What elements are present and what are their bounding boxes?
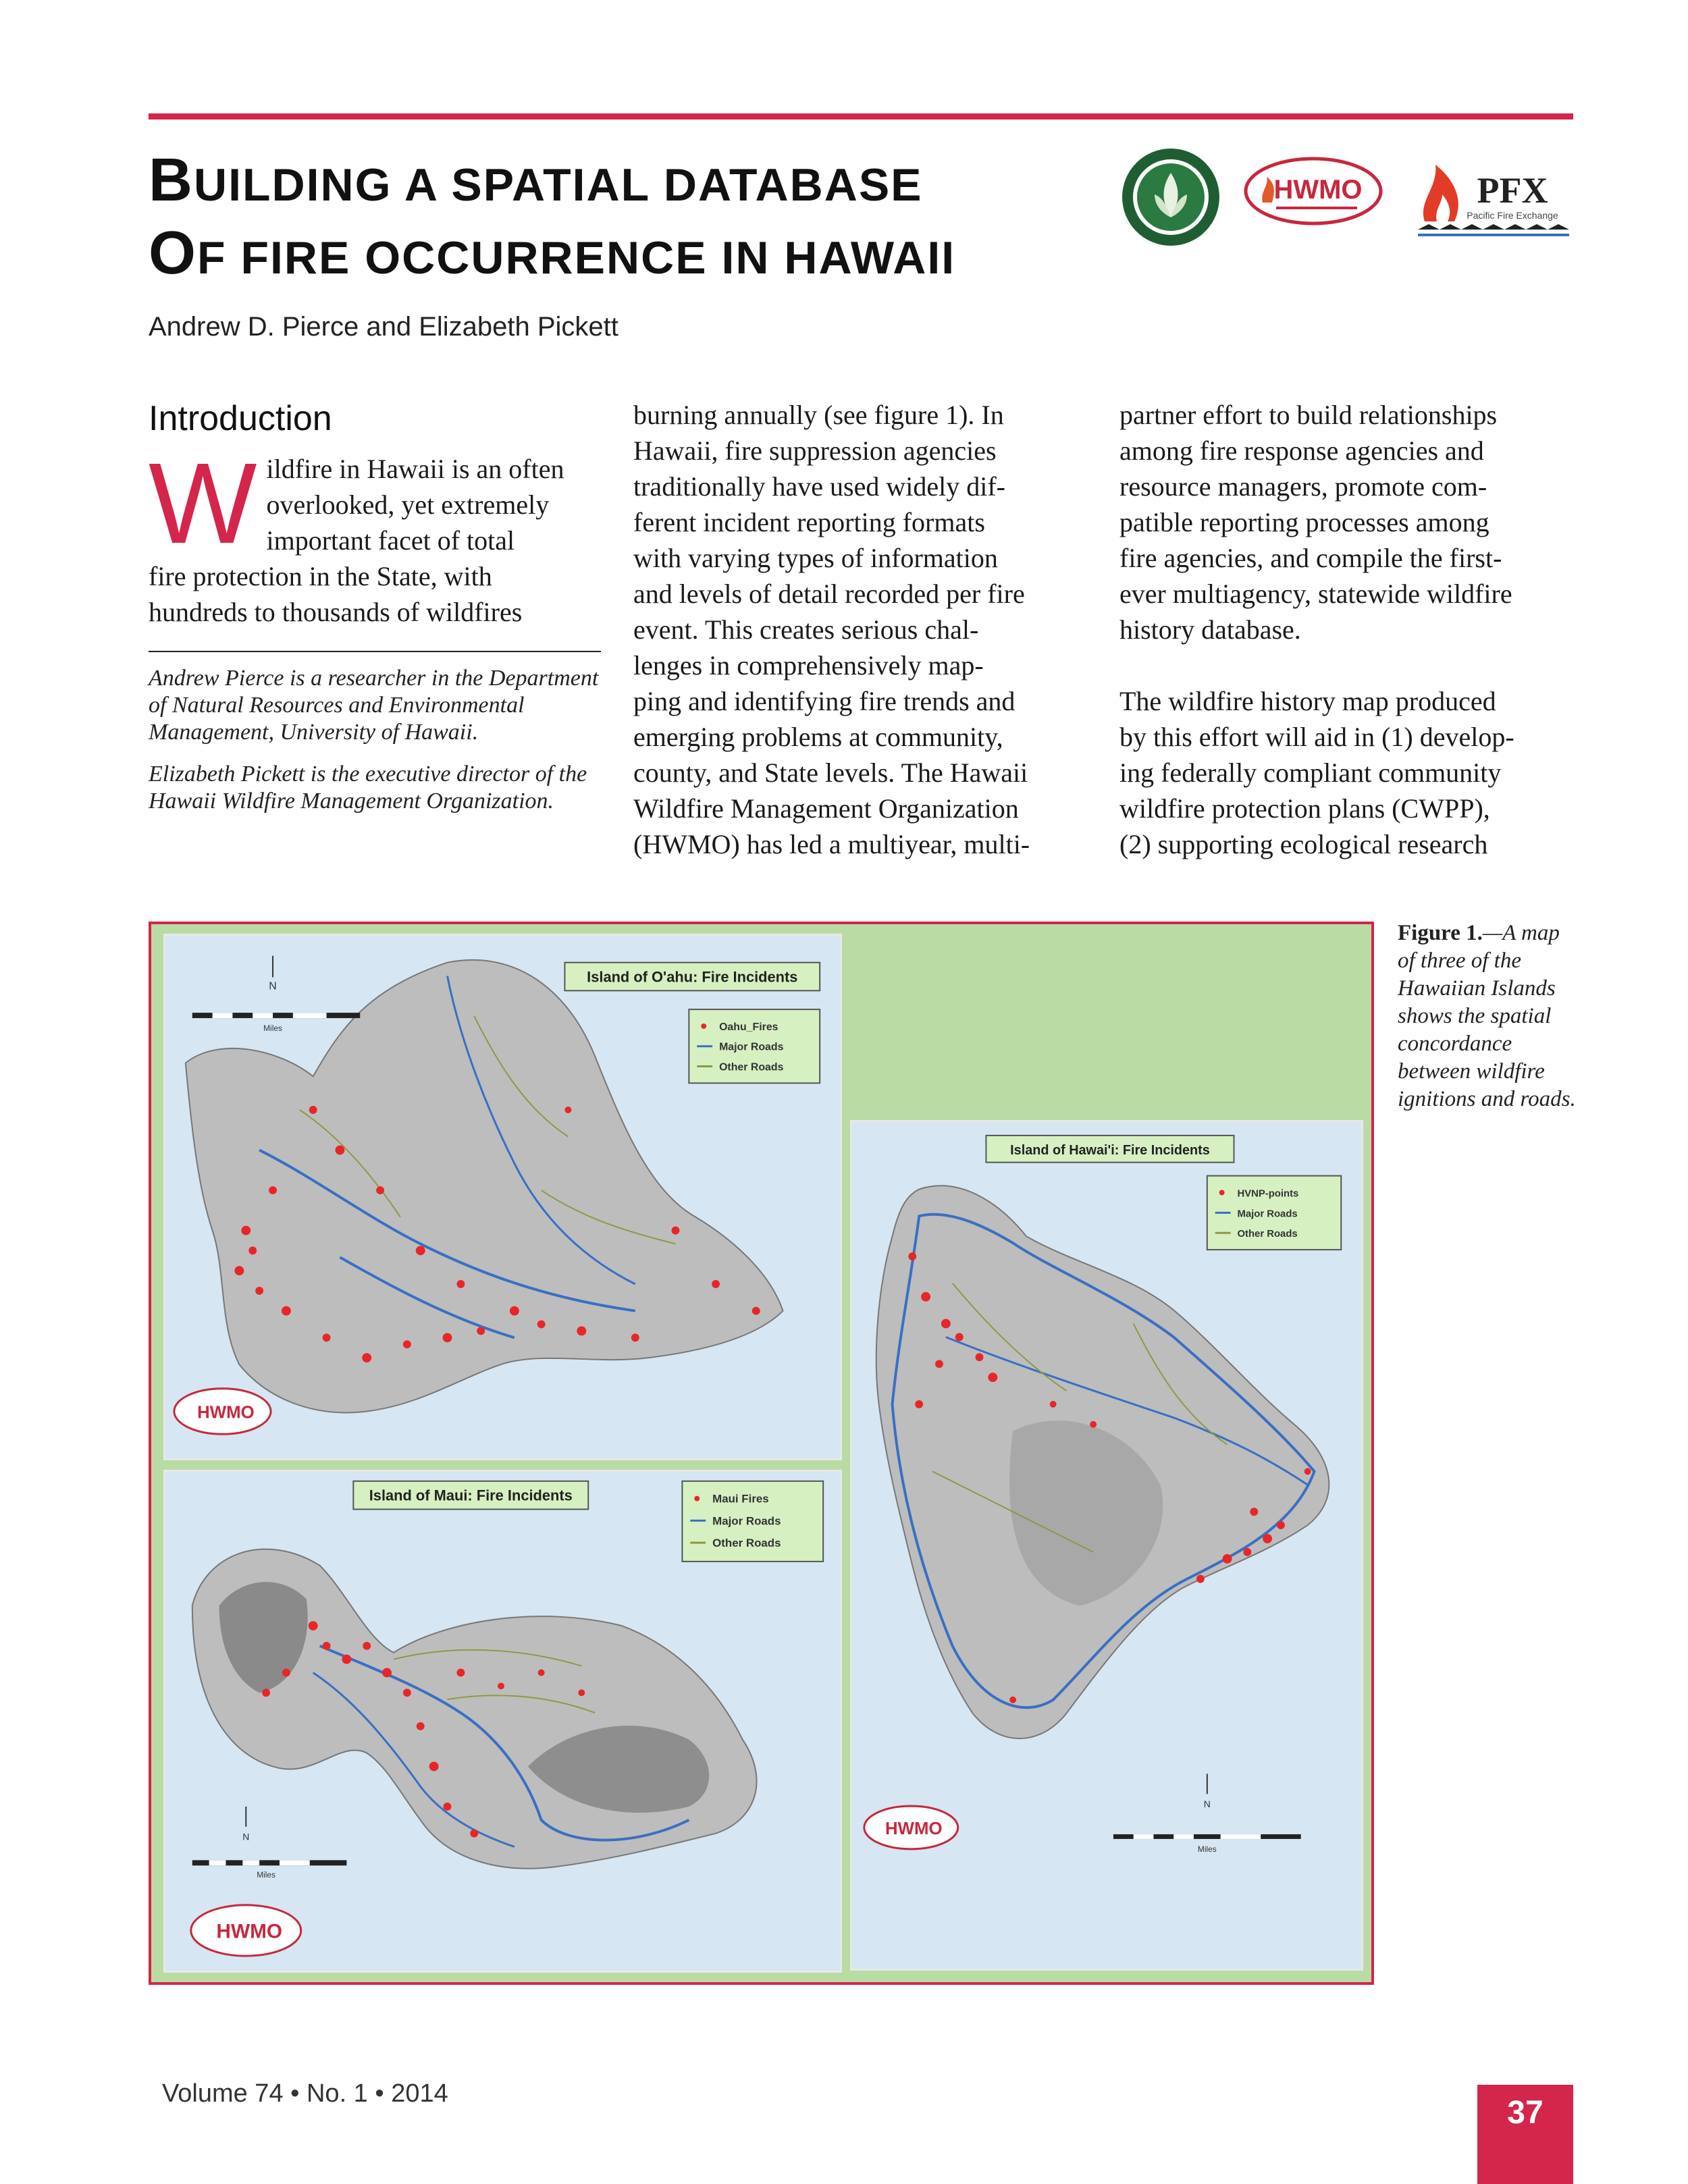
university-of-hawaii-seal	[1121, 147, 1221, 247]
hwmo-logo-text: HWMO	[1273, 175, 1363, 205]
map-hawaii	[850, 1120, 1363, 1971]
page-number: 37	[1507, 2095, 1544, 2131]
pfx-logo	[1411, 147, 1573, 248]
footnote-pierce: Andrew Pierce is a researcher in the Department of Natural Resources and Environmental Management, University of Hawaii.	[149, 666, 599, 745]
pfx-logo-text: PFX	[1477, 170, 1548, 211]
section-heading-introduction: Introduction	[149, 399, 332, 438]
pfx-logo-subtext: Pacific Fire Exchange	[1467, 210, 1558, 221]
body-line: ing federally compliant community	[1119, 757, 1502, 788]
footnote-rule	[149, 651, 601, 652]
intro-line: important facet of total	[266, 525, 515, 556]
body-line: among fire response agencies and	[1119, 435, 1484, 466]
body-line: (2) supporting ecological research	[1119, 829, 1488, 859]
intro-line: fire protection in the State, with	[149, 561, 492, 591]
caption-text: —A map of three of the Hawaiian Islands shows the spatial concordance between wildfire ignitions and roads.	[1398, 921, 1576, 1111]
body-line: by this effort will aid in (1) develop-	[1119, 722, 1514, 752]
intro-line: ildfire in Hawaii is an often	[266, 454, 564, 484]
author-footnotes	[149, 665, 608, 830]
legend-hawaii-major-roads: Major Roads	[1237, 1208, 1298, 1220]
legend-maui-fires: Maui Fires	[712, 1492, 769, 1506]
body-line: patible reporting processes among	[1119, 507, 1489, 537]
body-line: resource managers, promote com-	[1119, 471, 1487, 502]
north-arrow-maui: N	[242, 1831, 250, 1842]
body-line: ever multiagency, statewide wildfire	[1119, 579, 1512, 609]
caption-label: Figure 1.	[1398, 921, 1483, 945]
map-maui	[163, 1470, 842, 1973]
body-line: lenges in comprehensively map-	[633, 650, 984, 681]
paragraph-gap	[1119, 647, 1585, 683]
map-logo-maui: HWMO	[216, 1920, 283, 1943]
drop-cap: W	[149, 440, 257, 568]
north-arrow-oahu: N	[269, 980, 277, 992]
legend-hawaii-other-roads: Other Roads	[1237, 1229, 1298, 1240]
legend-oahu-major-roads: Major Roads	[719, 1041, 784, 1053]
legend-hawaii-points: HVNP-points	[1237, 1188, 1299, 1200]
map-logo-hawaii: HWMO	[885, 1819, 943, 1838]
body-line: Hawaii, fire suppression agencies	[633, 435, 997, 466]
issue-info: Volume 74 • No. 1 • 2014	[162, 2079, 448, 2108]
column-3	[1119, 397, 1585, 862]
article-title	[149, 147, 1128, 296]
body-line: (HWMO) has led a multiyear, multi-	[633, 829, 1030, 859]
body-line: history database.	[1119, 614, 1301, 645]
scale-unit-oahu: Miles	[263, 1023, 282, 1033]
legend-maui-other-roads: Other Roads	[712, 1537, 781, 1550]
column-1	[149, 397, 601, 630]
map-oahu	[163, 934, 842, 1460]
body-line: Wildfire Management Organization	[633, 793, 1019, 824]
body-line: traditionally have used widely dif-	[633, 471, 1005, 502]
body-line: wildfire protection plans (CWPP),	[1119, 793, 1490, 824]
map-logo-oahu: HWMO	[197, 1403, 255, 1422]
legend-maui-major-roads: Major Roads	[712, 1514, 781, 1528]
title-line-1: BUILDING A SPATIAL DATABASE	[149, 147, 923, 214]
legend-oahu-fires: Oahu_Fires	[719, 1021, 779, 1033]
hwmo-logo	[1242, 154, 1384, 228]
intro-line: hundreds to thousands of wildfires	[149, 597, 523, 627]
body-line: The wildfire history map produced	[1119, 686, 1496, 716]
body-line: ping and identifying fire trends and	[633, 686, 1016, 716]
map-title-hawaii: Island of Hawai'i: Fire Incidents	[1010, 1142, 1210, 1158]
body-line: partner effort to build relationships	[1119, 400, 1498, 430]
intro-line: overlooked, yet extremely	[266, 489, 550, 520]
authors: Andrew D. Pierce and Elizabeth Pickett	[149, 312, 618, 342]
column-2	[633, 397, 1099, 862]
map-title-maui: Island of Maui: Fire Incidents	[369, 1487, 573, 1504]
body-line: emerging problems at community,	[633, 722, 1003, 752]
map-title-oahu: Island of O'ahu: Fire Incidents	[587, 968, 798, 986]
body-line: ferent incident reporting formats	[633, 507, 985, 537]
body-line: event. This creates serious chal-	[633, 614, 979, 645]
legend-oahu-other-roads: Other Roads	[719, 1061, 784, 1073]
body-line: fire agencies, and compile the first-	[1119, 543, 1502, 573]
scale-unit-maui: Miles	[257, 1870, 276, 1880]
top-rule	[149, 113, 1573, 119]
body-line: county, and State levels. The Hawaii	[633, 757, 1028, 788]
body-line: and levels of detail recorded per fire	[633, 579, 1025, 609]
figure-caption	[1398, 920, 1580, 1113]
figure-1	[149, 922, 1374, 1985]
body-line: burning annually (see figure 1). In	[633, 400, 1004, 430]
title-line-2: OF FIRE OCCURRENCE IN HAWAII	[149, 219, 956, 287]
intro-paragraph	[149, 440, 601, 630]
body-line: with varying types of information	[633, 543, 998, 573]
scale-unit-hawaii: Miles	[1197, 1844, 1217, 1854]
footnote-pickett: Elizabeth Pickett is the executive director of the Hawaii Wildfire Management Organization.	[149, 762, 587, 814]
north-arrow-hawaii: N	[1203, 1799, 1211, 1810]
